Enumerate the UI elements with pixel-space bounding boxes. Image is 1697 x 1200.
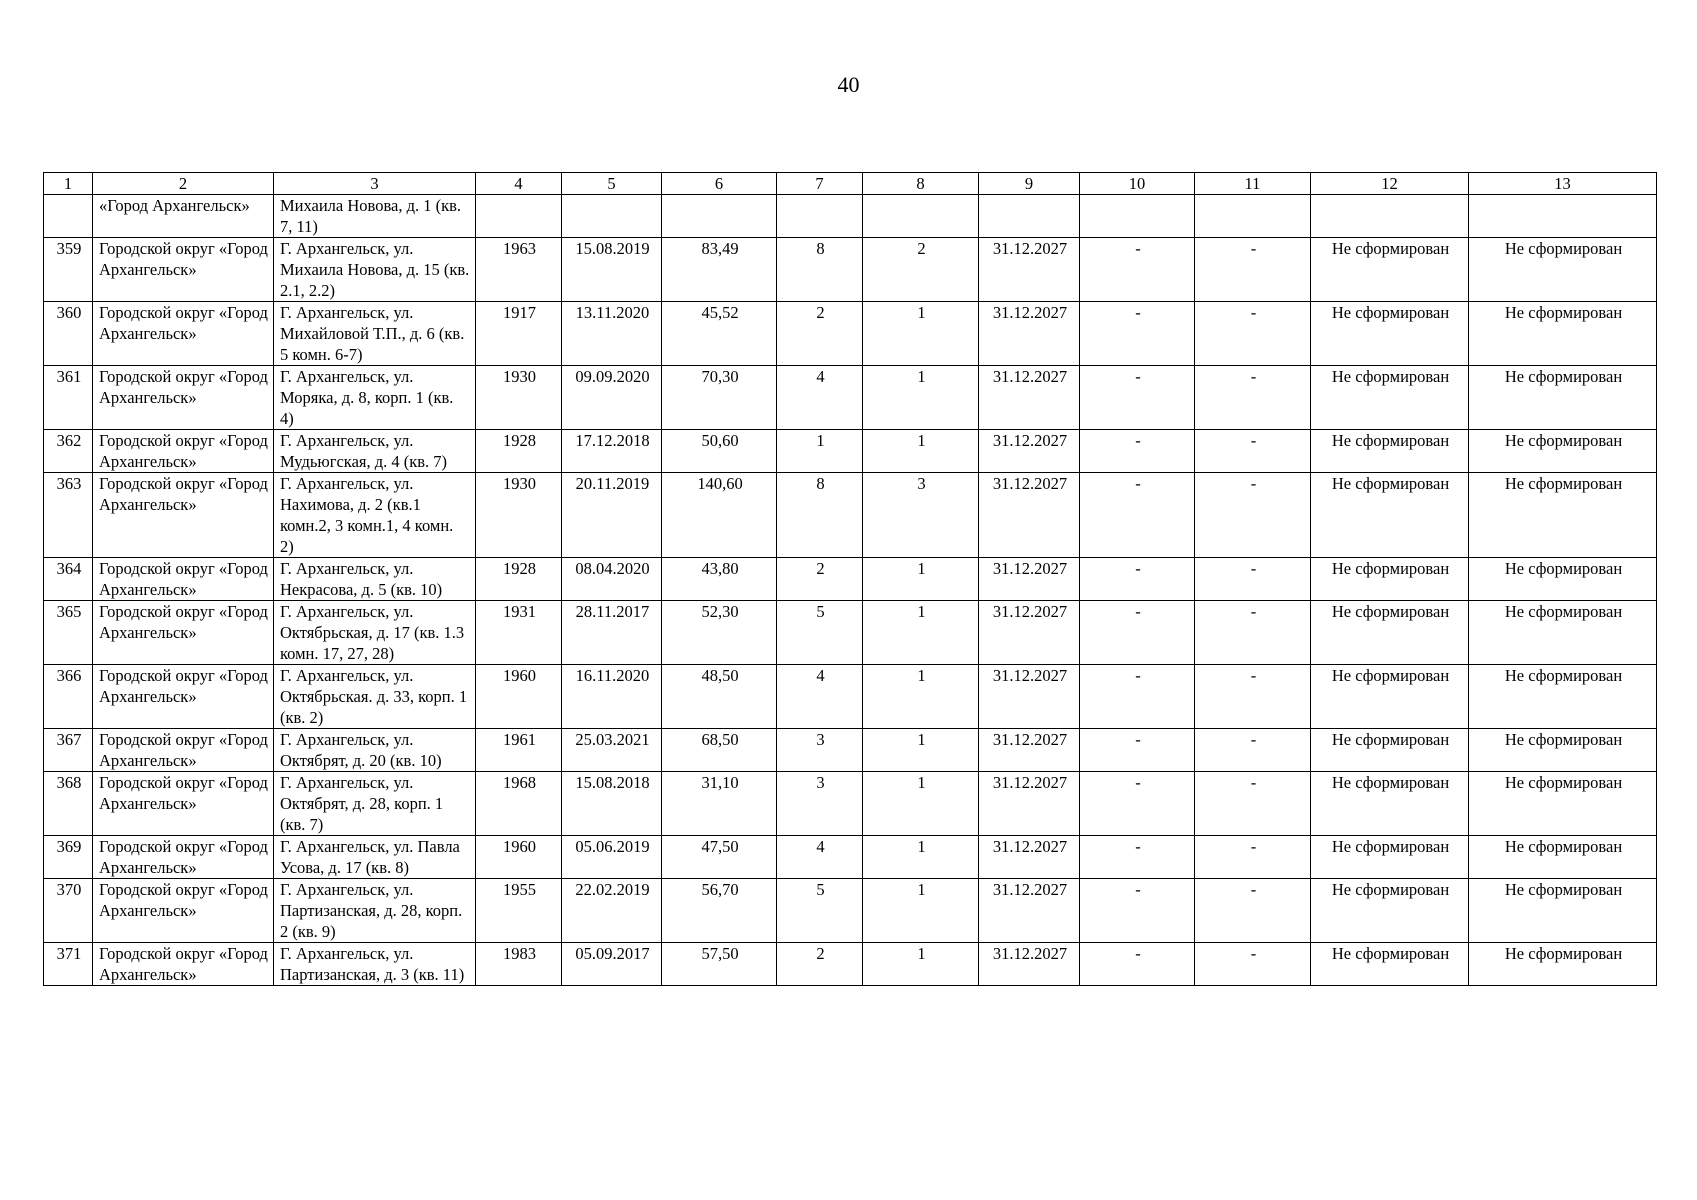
recognition-date-cell: 20.11.2019 — [562, 473, 662, 558]
area-cell: 70,30 — [662, 366, 777, 430]
housing-registry-table — [43, 172, 1657, 986]
address-cell: Г. Архангельск, ул. Мудьюгская, д. 4 (кв. 7) — [274, 430, 476, 473]
area-cell: 48,50 — [662, 665, 777, 729]
table-row — [44, 943, 1657, 986]
land-status-2-cell: Не сформирован — [1469, 601, 1657, 665]
column-11-cell: - — [1195, 665, 1311, 729]
column-header: 11 — [1195, 173, 1311, 195]
land-status-cell: Не сформирован — [1311, 302, 1469, 366]
residents-cell: 2 — [777, 558, 863, 601]
area-cell: 52,30 — [662, 601, 777, 665]
deadline-cell: 31.12.2027 — [979, 558, 1080, 601]
recognition-date-cell: 15.08.2019 — [562, 238, 662, 302]
land-status-2-cell: Не сформирован — [1469, 772, 1657, 836]
deadline-cell: 31.12.2027 — [979, 238, 1080, 302]
premises-count-cell: 1 — [863, 879, 979, 943]
column-header: 3 — [274, 173, 476, 195]
premises-count-cell: 1 — [863, 729, 979, 772]
municipality-cell: Городской округ «Город Архангельск» — [93, 238, 274, 302]
address-cell: Г. Архангельск, ул. Михайловой Т.П., д. 6 (кв. 5 комн. 6-7) — [274, 302, 476, 366]
land-status-cell: Не сформирован — [1311, 943, 1469, 986]
premises-count-cell: 1 — [863, 943, 979, 986]
column-header: 10 — [1080, 173, 1195, 195]
recognition-date-cell: 17.12.2018 — [562, 430, 662, 473]
recognition-date-cell — [562, 195, 662, 238]
land-status-2-cell: Не сформирован — [1469, 665, 1657, 729]
deadline-cell: 31.12.2027 — [979, 879, 1080, 943]
row-number-cell: 368 — [44, 772, 93, 836]
row-number-cell: 367 — [44, 729, 93, 772]
row-number-cell: 365 — [44, 601, 93, 665]
build-year-cell: 1917 — [476, 302, 562, 366]
premises-count-cell: 1 — [863, 836, 979, 879]
land-status-cell: Не сформирован — [1311, 366, 1469, 430]
premises-count-cell: 3 — [863, 473, 979, 558]
row-number-cell: 369 — [44, 836, 93, 879]
land-status-cell: Не сформирован — [1311, 558, 1469, 601]
row-number-cell: 363 — [44, 473, 93, 558]
address-cell: Г. Архангельск, ул. Нахимова, д. 2 (кв.1 комн.2, 3 комн.1, 4 комн. 2) — [274, 473, 476, 558]
row-number-cell: 370 — [44, 879, 93, 943]
build-year-cell: 1960 — [476, 836, 562, 879]
column-11-cell: - — [1195, 366, 1311, 430]
premises-count-cell: 2 — [863, 238, 979, 302]
build-year-cell: 1928 — [476, 558, 562, 601]
land-status-2-cell: Не сформирован — [1469, 879, 1657, 943]
column-10-cell: - — [1080, 665, 1195, 729]
land-status-cell: Не сформирован — [1311, 238, 1469, 302]
municipality-cell: Городской округ «Город Архангельск» — [93, 601, 274, 665]
build-year-cell: 1968 — [476, 772, 562, 836]
column-11-cell: - — [1195, 879, 1311, 943]
column-10-cell: - — [1080, 558, 1195, 601]
column-10-cell: - — [1080, 836, 1195, 879]
municipality-cell: Городской округ «Город Архангельск» — [93, 473, 274, 558]
row-number-cell — [44, 195, 93, 238]
land-status-cell: Не сформирован — [1311, 836, 1469, 879]
column-11-cell — [1195, 195, 1311, 238]
land-status-2-cell: Не сформирован — [1469, 943, 1657, 986]
recognition-date-cell: 16.11.2020 — [562, 665, 662, 729]
column-number-row — [44, 173, 1657, 195]
residents-cell: 3 — [777, 772, 863, 836]
address-cell: Г. Архангельск, ул. Партизанская, д. 28, корп. 2 (кв. 9) — [274, 879, 476, 943]
address-cell: Г. Архангельск, ул. Октябрят, д. 20 (кв. 10) — [274, 729, 476, 772]
land-status-cell: Не сформирован — [1311, 879, 1469, 943]
column-11-cell: - — [1195, 729, 1311, 772]
deadline-cell: 31.12.2027 — [979, 665, 1080, 729]
address-cell: Михаила Новова, д. 1 (кв. 7, 11) — [274, 195, 476, 238]
area-cell: 57,50 — [662, 943, 777, 986]
row-number-cell: 360 — [44, 302, 93, 366]
recognition-date-cell: 13.11.2020 — [562, 302, 662, 366]
deadline-cell: 31.12.2027 — [979, 366, 1080, 430]
area-cell: 83,49 — [662, 238, 777, 302]
residents-cell: 2 — [777, 943, 863, 986]
area-cell: 56,70 — [662, 879, 777, 943]
deadline-cell — [979, 195, 1080, 238]
table-body — [44, 195, 1657, 986]
table-row — [44, 558, 1657, 601]
land-status-2-cell — [1469, 195, 1657, 238]
column-header: 12 — [1311, 173, 1469, 195]
land-status-cell: Не сформирован — [1311, 729, 1469, 772]
municipality-cell: Городской округ «Город Архангельск» — [93, 302, 274, 366]
table-row — [44, 238, 1657, 302]
land-status-2-cell: Не сформирован — [1469, 558, 1657, 601]
column-header: 13 — [1469, 173, 1657, 195]
table-row — [44, 601, 1657, 665]
column-11-cell: - — [1195, 473, 1311, 558]
municipality-cell: Городской округ «Город Архангельск» — [93, 943, 274, 986]
residents-cell: 4 — [777, 836, 863, 879]
column-header: 8 — [863, 173, 979, 195]
column-header: 5 — [562, 173, 662, 195]
build-year-cell: 1960 — [476, 665, 562, 729]
build-year-cell: 1928 — [476, 430, 562, 473]
land-status-2-cell: Не сформирован — [1469, 473, 1657, 558]
column-header: 4 — [476, 173, 562, 195]
table-row — [44, 836, 1657, 879]
municipality-cell: Городской округ «Город Архангельск» — [93, 430, 274, 473]
land-status-cell: Не сформирован — [1311, 665, 1469, 729]
column-10-cell: - — [1080, 238, 1195, 302]
land-status-cell: Не сформирован — [1311, 430, 1469, 473]
land-status-2-cell: Не сформирован — [1469, 430, 1657, 473]
residents-cell: 4 — [777, 665, 863, 729]
column-11-cell: - — [1195, 836, 1311, 879]
column-10-cell: - — [1080, 366, 1195, 430]
table-row — [44, 302, 1657, 366]
column-10-cell: - — [1080, 302, 1195, 366]
deadline-cell: 31.12.2027 — [979, 430, 1080, 473]
build-year-cell: 1931 — [476, 601, 562, 665]
column-header: 9 — [979, 173, 1080, 195]
column-10-cell: - — [1080, 943, 1195, 986]
column-10-cell: - — [1080, 430, 1195, 473]
recognition-date-cell: 05.09.2017 — [562, 943, 662, 986]
deadline-cell: 31.12.2027 — [979, 943, 1080, 986]
area-cell: 68,50 — [662, 729, 777, 772]
build-year-cell: 1930 — [476, 473, 562, 558]
build-year-cell — [476, 195, 562, 238]
land-status-cell — [1311, 195, 1469, 238]
address-cell: Г. Архангельск, ул. Михаила Новова, д. 15 (кв. 2.1, 2.2) — [274, 238, 476, 302]
area-cell: 43,80 — [662, 558, 777, 601]
recognition-date-cell: 22.02.2019 — [562, 879, 662, 943]
land-status-2-cell: Не сформирован — [1469, 238, 1657, 302]
row-number-cell: 371 — [44, 943, 93, 986]
address-cell: Г. Архангельск, ул. Некрасова, д. 5 (кв. 10) — [274, 558, 476, 601]
residents-cell: 3 — [777, 729, 863, 772]
column-10-cell: - — [1080, 729, 1195, 772]
row-number-cell: 362 — [44, 430, 93, 473]
column-10-cell: - — [1080, 473, 1195, 558]
deadline-cell: 31.12.2027 — [979, 836, 1080, 879]
recognition-date-cell: 05.06.2019 — [562, 836, 662, 879]
residents-cell: 5 — [777, 879, 863, 943]
recognition-date-cell: 09.09.2020 — [562, 366, 662, 430]
row-number-cell: 366 — [44, 665, 93, 729]
municipality-cell: Городской округ «Город Архангельск» — [93, 729, 274, 772]
address-cell: Г. Архангельск, ул. Октябрьская, д. 17 (кв. 1.3 комн. 17, 27, 28) — [274, 601, 476, 665]
column-10-cell: - — [1080, 772, 1195, 836]
municipality-cell: Городской округ «Город Архангельск» — [93, 772, 274, 836]
premises-count-cell: 1 — [863, 430, 979, 473]
recognition-date-cell: 28.11.2017 — [562, 601, 662, 665]
residents-cell: 8 — [777, 473, 863, 558]
build-year-cell: 1963 — [476, 238, 562, 302]
table-row — [44, 665, 1657, 729]
column-11-cell: - — [1195, 430, 1311, 473]
area-cell: 45,52 — [662, 302, 777, 366]
premises-count-cell: 1 — [863, 558, 979, 601]
column-11-cell: - — [1195, 601, 1311, 665]
land-status-cell: Не сформирован — [1311, 772, 1469, 836]
column-10-cell: - — [1080, 601, 1195, 665]
address-cell: Г. Архангельск, ул. Октябрьская. д. 33, корп. 1 (кв. 2) — [274, 665, 476, 729]
area-cell — [662, 195, 777, 238]
premises-count-cell: 1 — [863, 366, 979, 430]
municipality-cell: Городской округ «Город Архангельск» — [93, 836, 274, 879]
residents-cell: 4 — [777, 366, 863, 430]
land-status-cell: Не сформирован — [1311, 473, 1469, 558]
municipality-cell: Городской округ «Город Архангельск» — [93, 558, 274, 601]
municipality-cell: «Город Архангельск» — [93, 195, 274, 238]
column-11-cell: - — [1195, 302, 1311, 366]
address-cell: Г. Архангельск, ул. Партизанская, д. 3 (кв. 11) — [274, 943, 476, 986]
column-10-cell: - — [1080, 879, 1195, 943]
page-number: 40 — [837, 72, 860, 97]
deadline-cell: 31.12.2027 — [979, 729, 1080, 772]
column-11-cell: - — [1195, 943, 1311, 986]
address-cell: Г. Архангельск, ул. Павла Усова, д. 17 (кв. 8) — [274, 836, 476, 879]
column-header: 6 — [662, 173, 777, 195]
row-number-cell: 364 — [44, 558, 93, 601]
address-cell: Г. Архангельск, ул. Моряка, д. 8, корп. 1 (кв. 4) — [274, 366, 476, 430]
municipality-cell: Городской округ «Город Архангельск» — [93, 366, 274, 430]
area-cell: 50,60 — [662, 430, 777, 473]
premises-count-cell — [863, 195, 979, 238]
residents-cell: 2 — [777, 302, 863, 366]
column-header: 2 — [93, 173, 274, 195]
premises-count-cell: 1 — [863, 665, 979, 729]
area-cell: 47,50 — [662, 836, 777, 879]
column-11-cell: - — [1195, 238, 1311, 302]
table-row — [44, 430, 1657, 473]
table-row — [44, 879, 1657, 943]
municipality-cell: Городской округ «Город Архангельск» — [93, 879, 274, 943]
deadline-cell: 31.12.2027 — [979, 772, 1080, 836]
table-row — [44, 473, 1657, 558]
row-number-cell: 361 — [44, 366, 93, 430]
recognition-date-cell: 15.08.2018 — [562, 772, 662, 836]
land-status-2-cell: Не сформирован — [1469, 836, 1657, 879]
premises-count-cell: 1 — [863, 772, 979, 836]
build-year-cell: 1961 — [476, 729, 562, 772]
column-header: 7 — [777, 173, 863, 195]
build-year-cell: 1930 — [476, 366, 562, 430]
land-status-2-cell: Не сформирован — [1469, 302, 1657, 366]
table-row — [44, 772, 1657, 836]
row-number-cell: 359 — [44, 238, 93, 302]
address-cell: Г. Архангельск, ул. Октябрят, д. 28, корп. 1 (кв. 7) — [274, 772, 476, 836]
residents-cell: 5 — [777, 601, 863, 665]
land-status-2-cell: Не сформирован — [1469, 729, 1657, 772]
column-11-cell: - — [1195, 772, 1311, 836]
deadline-cell: 31.12.2027 — [979, 302, 1080, 366]
table-row — [44, 195, 1657, 238]
column-header: 1 — [44, 173, 93, 195]
land-status-2-cell: Не сформирован — [1469, 366, 1657, 430]
residents-cell: 8 — [777, 238, 863, 302]
recognition-date-cell: 25.03.2021 — [562, 729, 662, 772]
build-year-cell: 1955 — [476, 879, 562, 943]
area-cell: 31,10 — [662, 772, 777, 836]
premises-count-cell: 1 — [863, 302, 979, 366]
residents-cell: 1 — [777, 430, 863, 473]
land-status-cell: Не сформирован — [1311, 601, 1469, 665]
municipality-cell: Городской округ «Город Архангельск» — [93, 665, 274, 729]
deadline-cell: 31.12.2027 — [979, 473, 1080, 558]
table-row — [44, 366, 1657, 430]
column-10-cell — [1080, 195, 1195, 238]
build-year-cell: 1983 — [476, 943, 562, 986]
area-cell: 140,60 — [662, 473, 777, 558]
table-row — [44, 729, 1657, 772]
premises-count-cell: 1 — [863, 601, 979, 665]
residents-cell — [777, 195, 863, 238]
column-11-cell: - — [1195, 558, 1311, 601]
recognition-date-cell: 08.04.2020 — [562, 558, 662, 601]
deadline-cell: 31.12.2027 — [979, 601, 1080, 665]
